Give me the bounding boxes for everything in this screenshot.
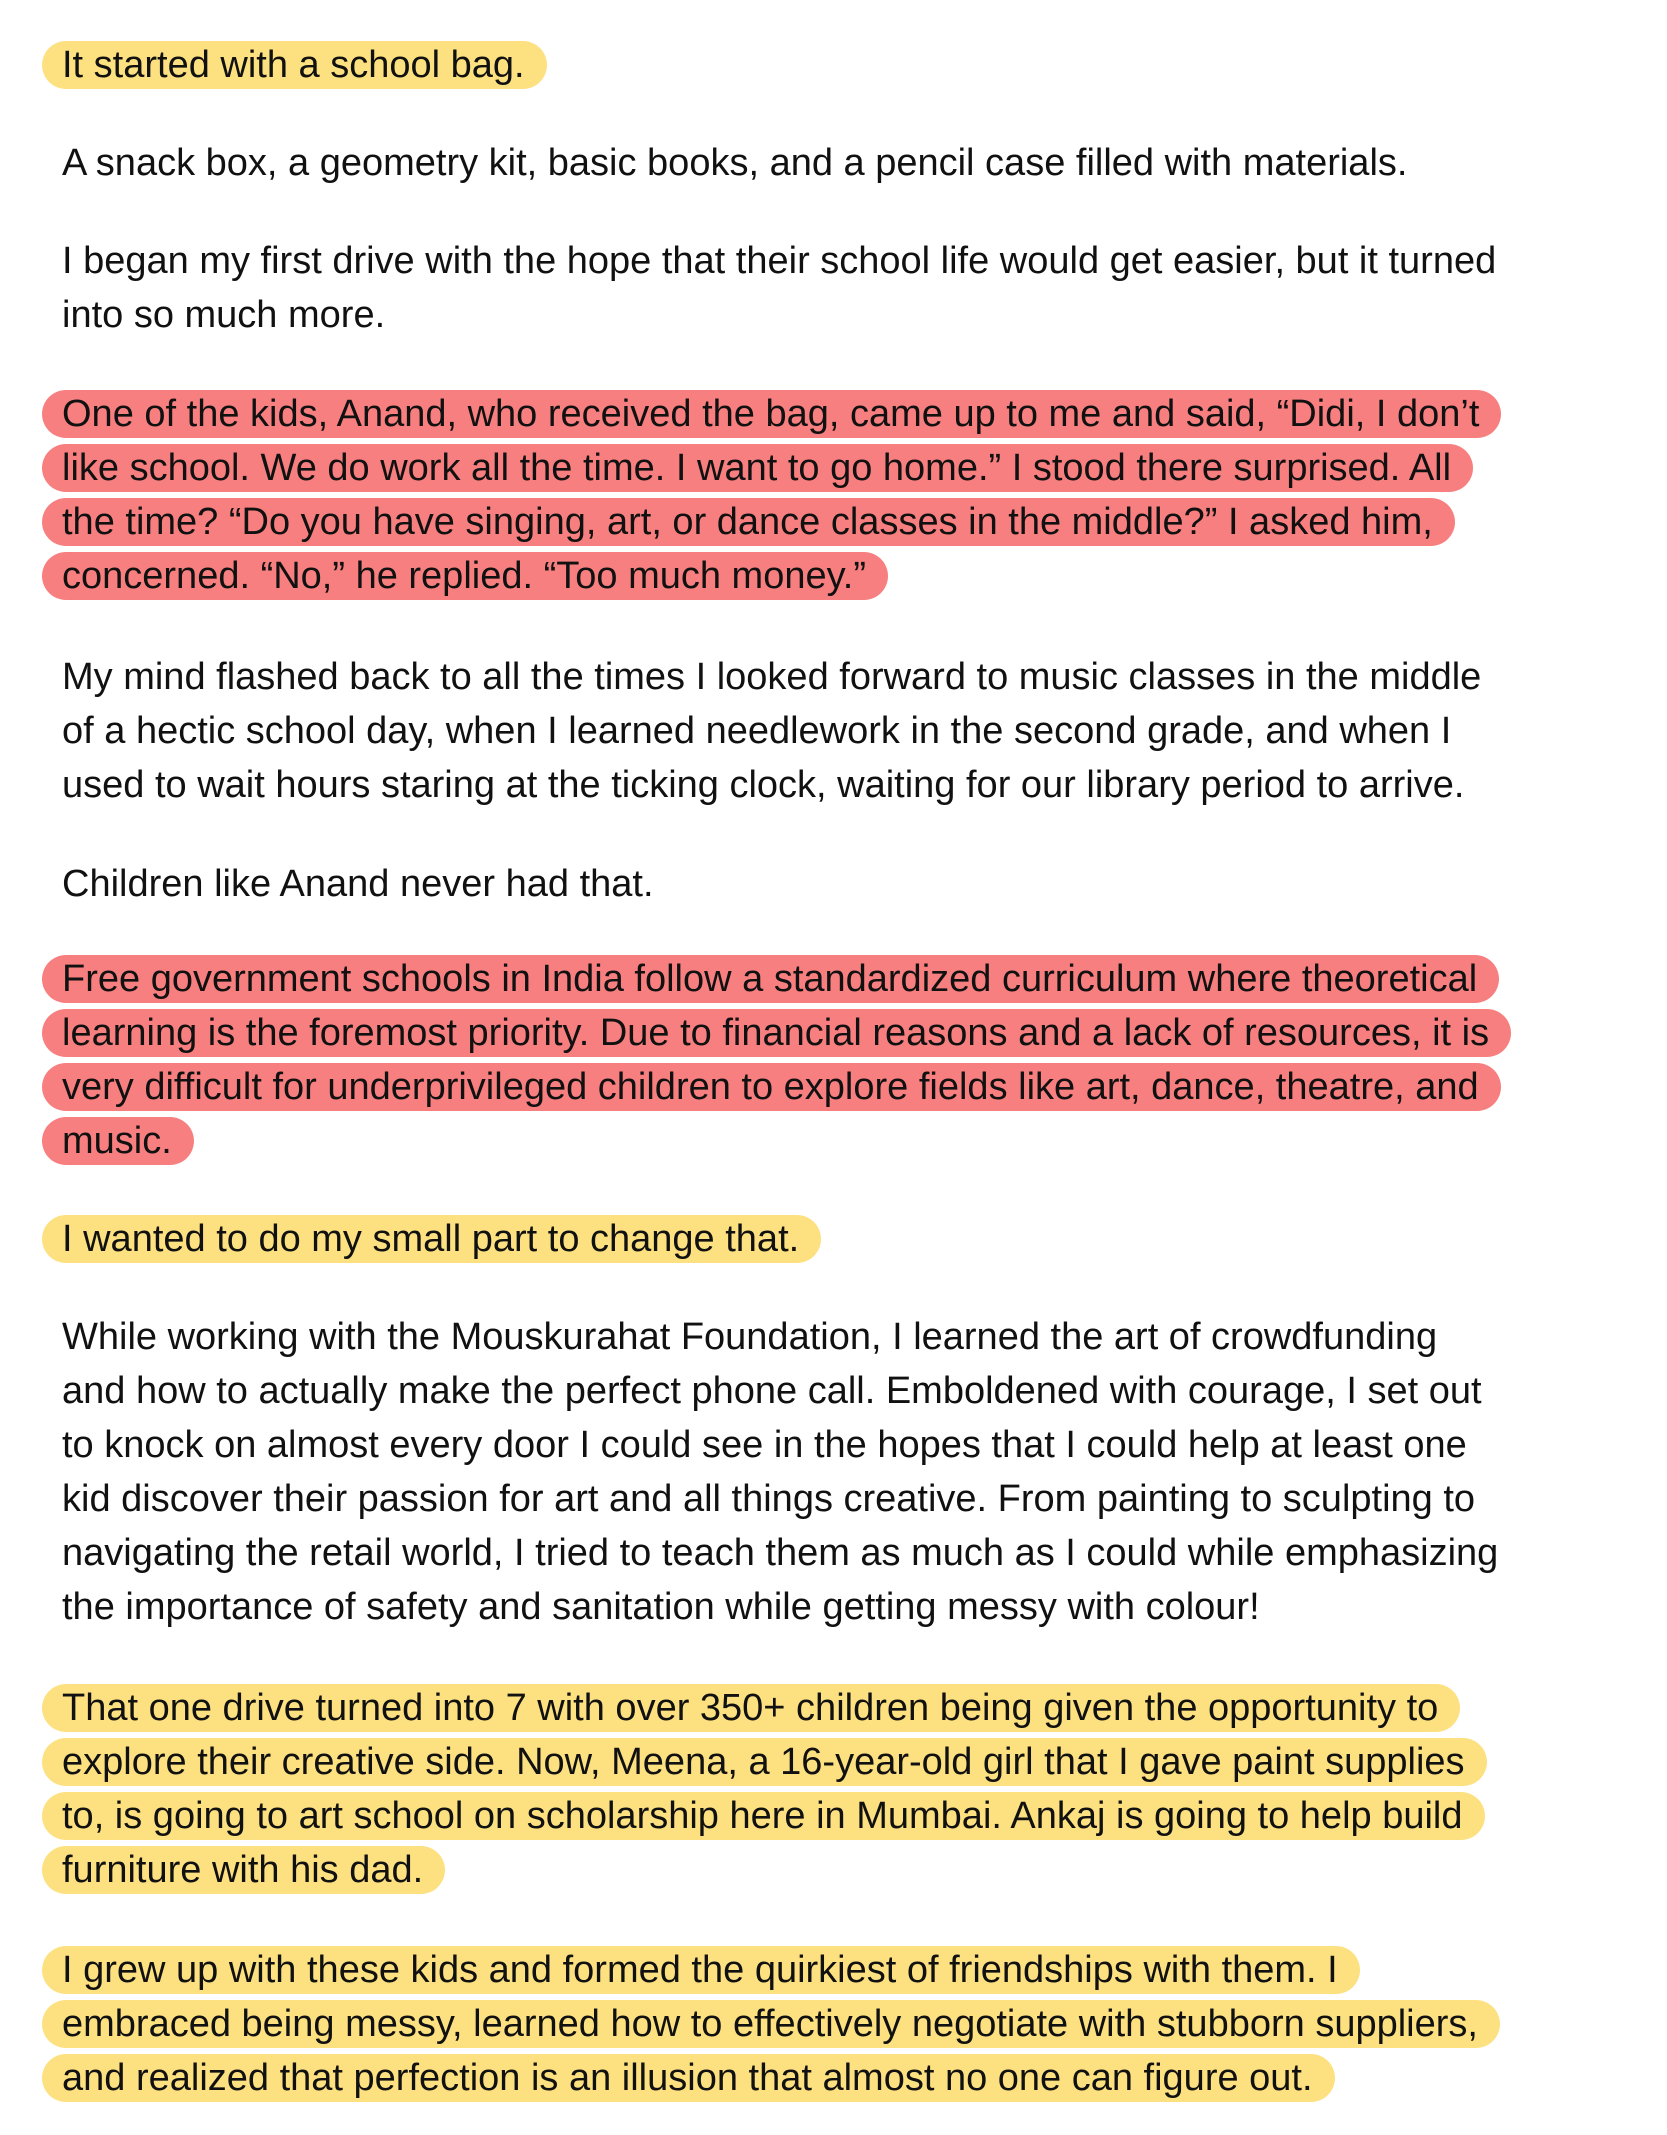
highlighted-line: to, is going to art school on scholarship here in Mumbai. Ankaj is going to help build: [42, 1792, 1485, 1840]
text-line: While working with the Mouskurahat Foundation, I learned the art of crowdfunding: [62, 1316, 1438, 1358]
highlighted-line: embraced being messy, learned how to effectively negotiate with stubborn suppliers,: [42, 2000, 1500, 2048]
text-line: into so much more.: [62, 294, 386, 336]
highlighted-line: the time? “Do you have singing, art, or dance classes in the middle?” I asked him,: [42, 498, 1455, 546]
paragraph-7: [62, 952, 1632, 1168]
text-line: navigating the retail world, I tried to teach them as much as I could while emphasizing: [62, 1532, 1499, 1574]
paragraph-8: [62, 1212, 1632, 1266]
highlighted-line: concerned. “No,” he replied. “Too much money.”: [42, 552, 888, 600]
text-line: of a hectic school day, when I learned needlework in the second grade, and when I: [62, 710, 1452, 752]
highlighted-line: One of the kids, Anand, who received the bag, came up to me and said, “Didi, I don’t: [42, 390, 1501, 438]
text-line: to knock on almost every door I could see in the hopes that I could help at least one: [62, 1424, 1467, 1466]
highlighted-line: It started with a school bag.: [42, 41, 547, 89]
highlighted-line: learning is the foremost priority. Due to financial reasons and a lack of resources, it is: [42, 1009, 1511, 1057]
paragraph-1: [62, 38, 1632, 92]
highlighted-line: Free government schools in India follow a standardized curriculum where theoretical: [42, 955, 1499, 1003]
highlighted-line: I wanted to do my small part to change that.: [42, 1215, 821, 1263]
highlighted-line: explore their creative side. Now, Meena, a 16-year-old girl that I gave paint supplies: [42, 1738, 1487, 1786]
highlighted-line: furniture with his dad.: [42, 1846, 445, 1894]
text-line: the importance of safety and sanitation while getting messy with colour!: [62, 1586, 1260, 1628]
text-line: used to wait hours staring at the ticking clock, waiting for our library period to arrive.: [62, 764, 1465, 806]
paragraph-4: [62, 387, 1632, 603]
text-line: kid discover their passion for art and all things creative. From painting to sculpting to: [62, 1478, 1476, 1520]
highlighted-line: That one drive turned into 7 with over 350+ children being given the opportunity to: [42, 1684, 1460, 1732]
paragraph-11: [62, 1943, 1632, 2105]
paragraph-10: [62, 1681, 1632, 1897]
text-line: A snack box, a geometry kit, basic books, and a pencil case filled with materials.: [62, 142, 1408, 184]
text-line: My mind flashed back to all the times I looked forward to music classes in the middle: [62, 656, 1482, 698]
paragraph-9: [62, 1310, 1632, 1634]
paragraph-6: [62, 857, 1632, 911]
highlighted-line: music.: [42, 1117, 194, 1165]
paragraph-2: [62, 136, 1632, 190]
text-line: Children like Anand never had that.: [62, 863, 654, 905]
highlighted-line: I grew up with these kids and formed the quirkiest of friendships with them. I: [42, 1946, 1360, 1994]
highlighted-line: and realized that perfection is an illusion that almost no one can figure out.: [42, 2054, 1335, 2102]
highlighted-line: like school. We do work all the time. I want to go home.” I stood there surprised. All: [42, 444, 1473, 492]
highlighted-line: very difficult for underprivileged children to explore fields like art, dance, theatre, and: [42, 1063, 1501, 1111]
text-line: I began my first drive with the hope that their school life would get easier, but it turned: [62, 240, 1497, 282]
paragraph-3: [62, 234, 1632, 342]
text-line: and how to actually make the perfect phone call. Emboldened with courage, I set out: [62, 1370, 1482, 1412]
paragraph-5: [62, 650, 1632, 812]
